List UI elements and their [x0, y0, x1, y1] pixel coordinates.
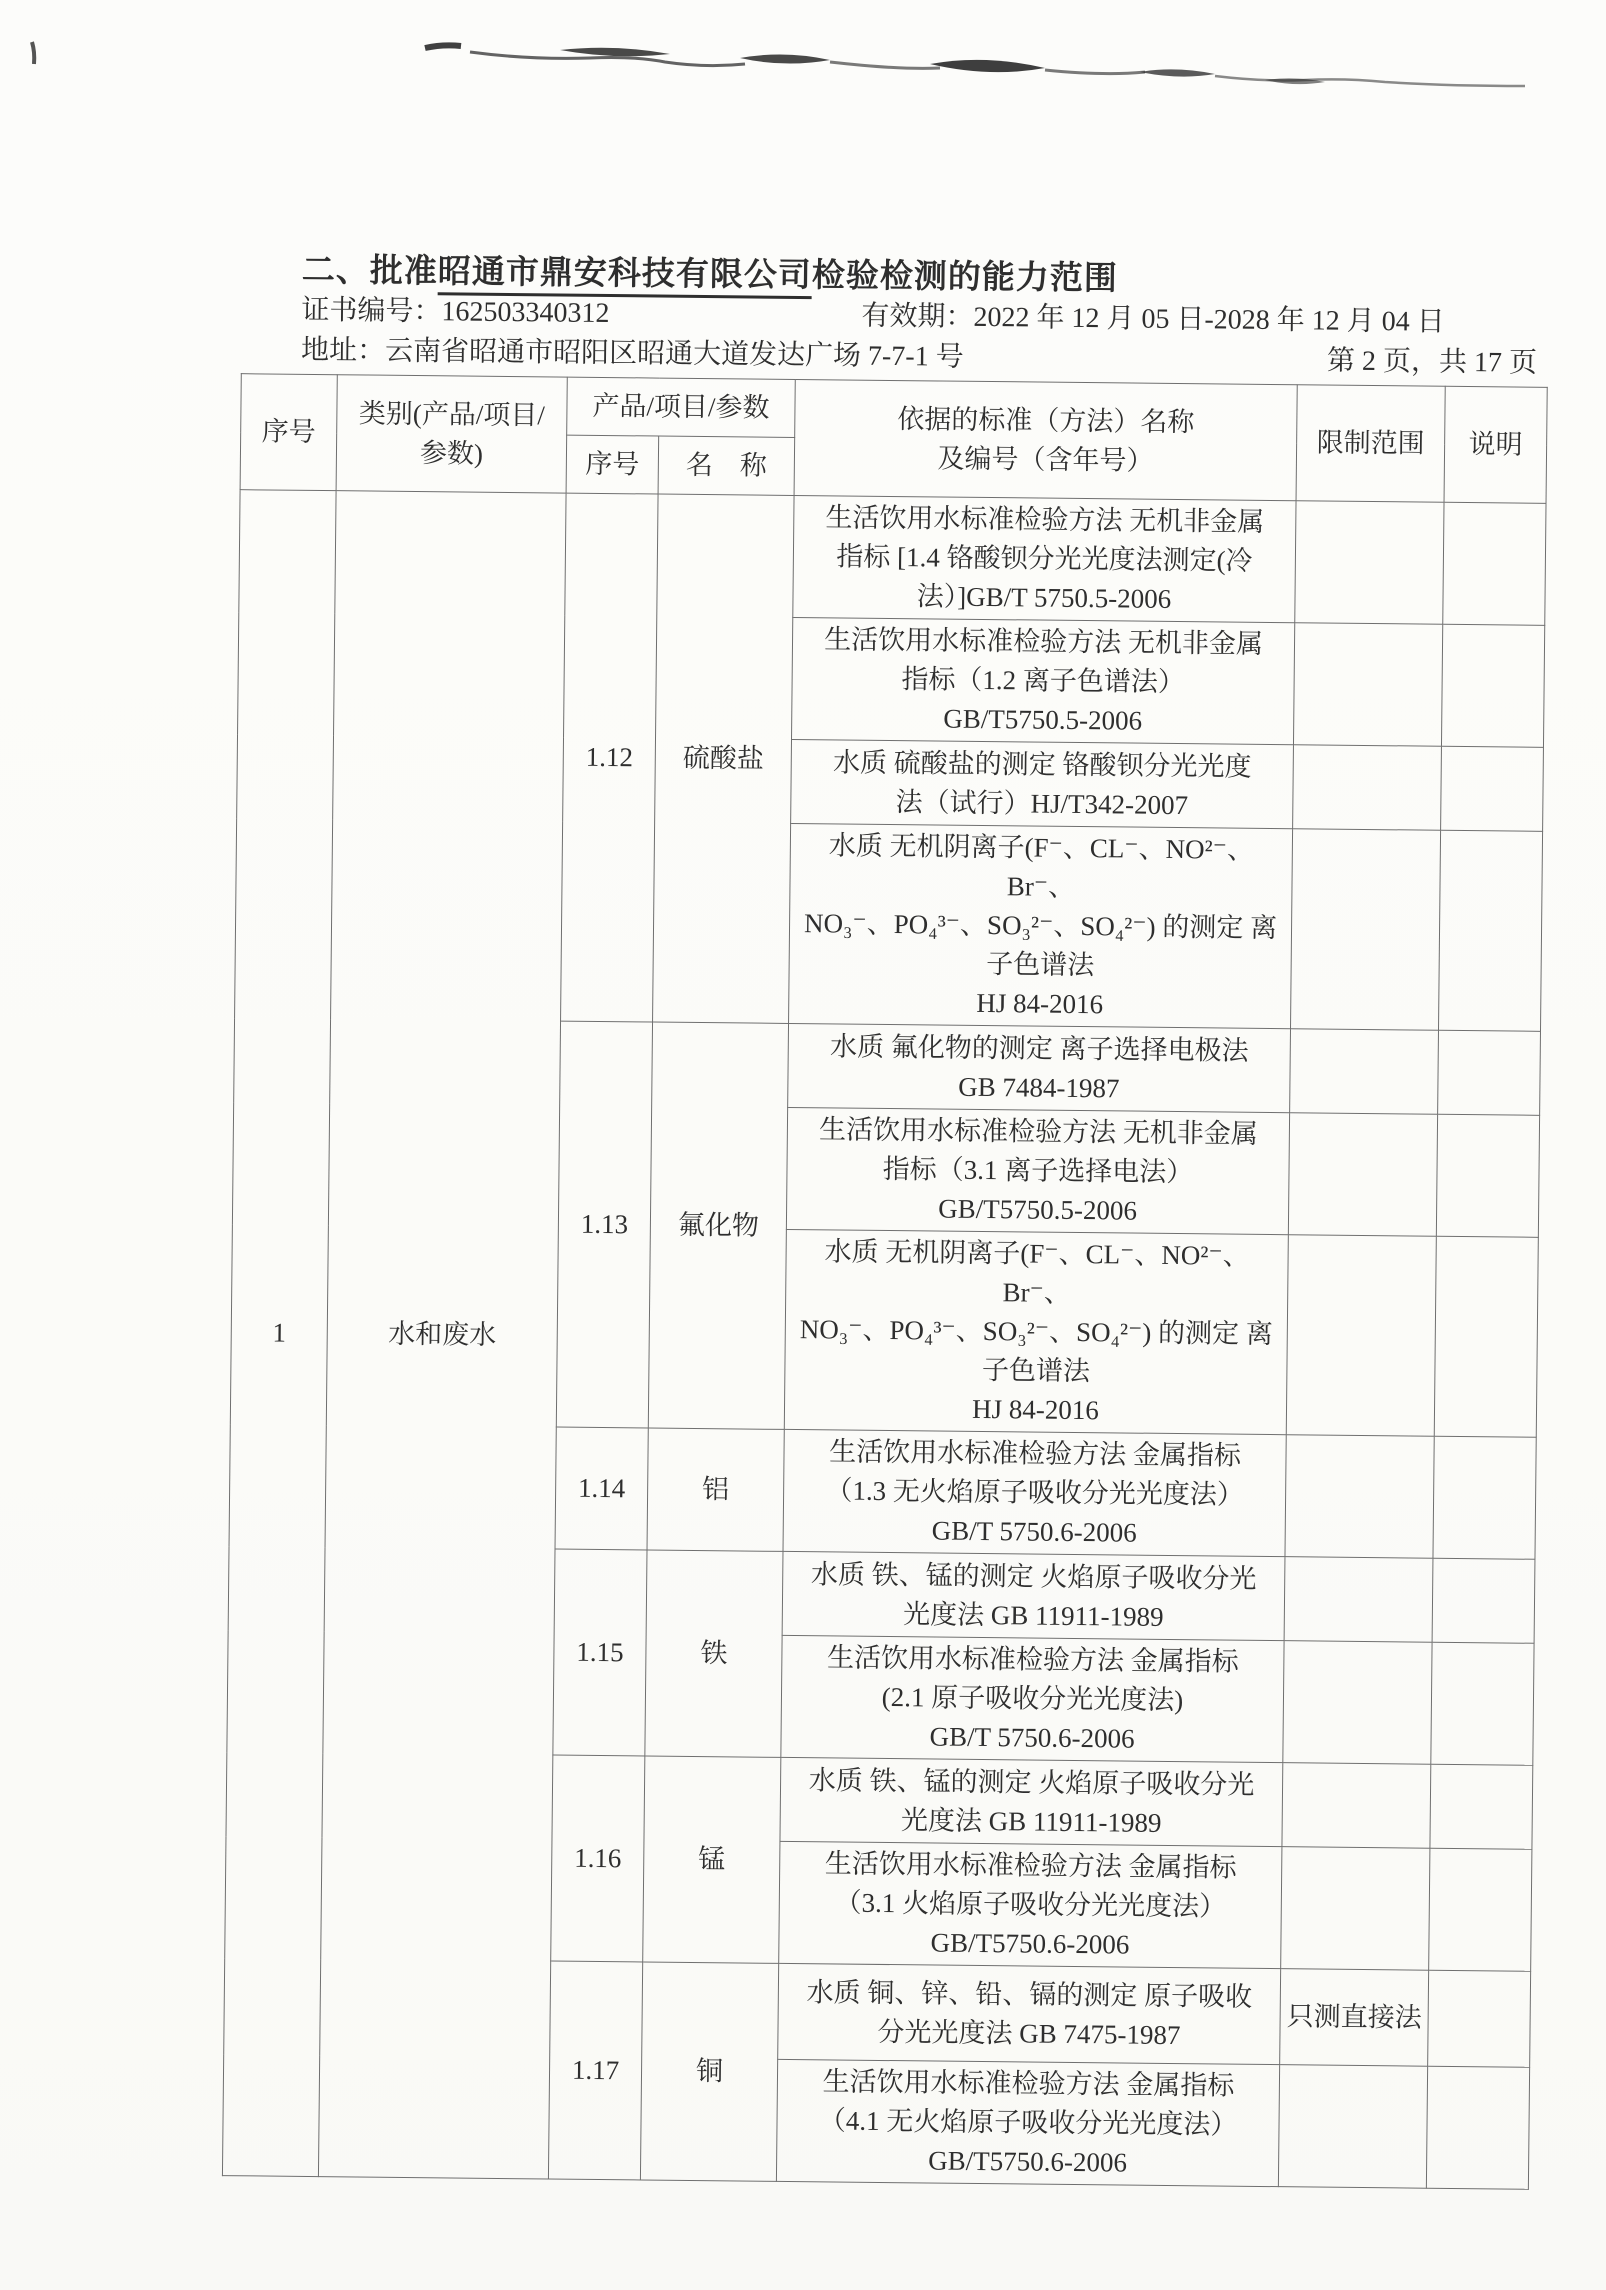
restriction-cell: [1295, 501, 1444, 625]
col-seq: 序号: [240, 374, 337, 491]
param-name-cell: 硫酸盐: [653, 494, 795, 1023]
restriction-cell: [1290, 1029, 1439, 1115]
param-seq-cell: 1.17: [548, 1961, 642, 2180]
standard-cell: 生活饮用水标准检验方法 金属指标 （3.1 火焰原子吸收分光光度法） GB/T5750.6-2006: [779, 1841, 1282, 1968]
capability-scope-table: [222, 373, 1548, 2190]
note-cell: [1436, 1114, 1539, 1237]
param-seq-cell: 1.15: [553, 1549, 647, 1756]
note-cell: [1441, 746, 1544, 831]
standard-cell: 水质 硫酸盐的测定 铬酸钡分光光度 法（试行）HJ/T342-2007: [791, 739, 1294, 828]
scan-streak: [0, 0, 1606, 120]
company-name: 昭通市鼎安科技有限公司: [438, 254, 812, 299]
note-cell: [1426, 2066, 1529, 2189]
standard-cell: 生活饮用水标准检验方法 无机非金属 指标（3.1 离子选择电法） GB/T5750.5-2006: [786, 1107, 1289, 1234]
param-seq-cell: 1.12: [561, 493, 659, 1022]
note-cell: [1431, 1642, 1534, 1765]
param-seq-cell: 1.14: [555, 1427, 648, 1550]
table-header-row: [241, 374, 1548, 446]
param-seq-cell: 1.13: [556, 1021, 652, 1428]
table-row: [239, 490, 1546, 626]
standard-cell: 水质 铜、锌、铅、镉的测定 原子吸收 分光光度法 GB 7475-1987: [778, 1963, 1281, 2064]
note-cell: [1428, 1970, 1531, 2067]
group-category-cell: 水和废水: [318, 491, 566, 2179]
cert-number: 证书编号：162503340312: [301, 294, 610, 330]
restriction-cell: [1286, 1235, 1436, 1437]
param-name-cell: 氟化物: [648, 1022, 788, 1429]
restriction-cell: [1288, 1113, 1437, 1237]
standard-cell: 生活饮用水标准检验方法 金属指标 (2.1 原子吸收分光光度法) GB/T 5750.6-2006: [781, 1635, 1284, 1762]
note-cell: [1429, 1848, 1532, 1971]
param-name-cell: 铝: [647, 1428, 784, 1551]
standard-cell: 水质 铁、锰的测定 火焰原子吸收分光 光度法 GB 11911-1989: [780, 1757, 1283, 1846]
standard-cell: 水质 无机阴离子(F⁻、CL⁻、NO²⁻、Br⁻、 NO₃⁻、PO₄³⁻、SO₃²⁻、SO₄²⁻) 的测定 离 子色谱法 HJ 84-2016: [784, 1229, 1288, 1434]
standard-cell: 水质 无机阴离子(F⁻、CL⁻、NO²⁻、Br⁻、 NO₃⁻、PO₄³⁻、SO₃²⁻、SO₄²⁻) 的测定 离 子色谱法 HJ 84-2016: [789, 823, 1293, 1028]
note-cell: [1441, 624, 1544, 747]
standard-cell: 生活饮用水标准检验方法 金属指标 （1.3 无火焰原子吸收分光光度法） GB/T 5750.6-2006: [783, 1429, 1286, 1556]
title-prefix: 二、批准: [301, 252, 439, 291]
note-cell: [1433, 1436, 1536, 1559]
col-param-group: 产品/项目/参数: [567, 377, 796, 437]
restriction-cell: [1293, 745, 1442, 831]
col-note: 说明: [1444, 386, 1547, 503]
note-cell: [1432, 1558, 1535, 1643]
restriction-cell: [1283, 1641, 1432, 1765]
note-cell: [1434, 1236, 1538, 1437]
restriction-cell: [1291, 829, 1441, 1031]
standard-cell: 水质 铁、锰的测定 火焰原子吸收分光 光度法 GB 11911-1989: [782, 1551, 1285, 1640]
col-param-seq: 序号: [566, 435, 659, 494]
standard-cell: 生活饮用水标准检验方法 金属指标 （4.1 无火焰原子吸收分光光度法） GB/T5750.6-2006: [776, 2059, 1279, 2186]
restriction-cell: [1285, 1435, 1434, 1559]
restriction-cell: 只测直接法: [1280, 1969, 1429, 2067]
page-indicator: 第 2 页，共 17 页: [1326, 345, 1538, 379]
standard-cell: 生活饮用水标准检验方法 无机非金属 指标 [1.4 铬酸钡分光光度法测定(冷 法）]GB/T 5750.5-2006: [793, 495, 1296, 622]
col-param-name: 名 称: [658, 436, 795, 495]
title-suffix: 检验检测的能力范围: [811, 258, 1119, 298]
col-restriction: 限制范围: [1296, 385, 1445, 503]
note-cell: [1438, 1030, 1541, 1115]
note-cell: [1430, 1764, 1533, 1849]
param-name-cell: 锰: [643, 1756, 781, 1963]
restriction-cell: [1281, 1847, 1430, 1971]
note-cell: [1443, 502, 1546, 625]
document-header: [301, 244, 1538, 384]
param-name-cell: 铁: [645, 1550, 783, 1757]
col-category: 类别(产品/项目/ 参数): [336, 375, 567, 493]
group-seq-cell: 1: [222, 490, 336, 2177]
param-name-cell: 铜: [640, 1962, 778, 2181]
restriction-cell: [1282, 1763, 1431, 1849]
restriction-cell: [1278, 2065, 1427, 2189]
restriction-cell: [1284, 1557, 1433, 1643]
address: 地址：云南省昭通市昭阳区昭通大道发达广场 7-7-1 号: [300, 334, 964, 373]
standard-cell: 水质 氟化物的测定 离子选择电极法 GB 7484-1987: [788, 1023, 1291, 1112]
validity-period: 有效期：2022 年 12 月 05 日-2028 年 12 月 04 日: [861, 300, 1445, 338]
col-standard: 依据的标准（方法）名称 及编号（含年号）: [794, 379, 1297, 500]
param-seq-cell: 1.16: [551, 1755, 645, 1962]
restriction-cell: [1293, 623, 1442, 747]
standard-cell: 生活饮用水标准检验方法 无机非金属 指标（1.2 离子色谱法） GB/T5750.5-2006: [792, 617, 1295, 744]
note-cell: [1439, 830, 1543, 1031]
